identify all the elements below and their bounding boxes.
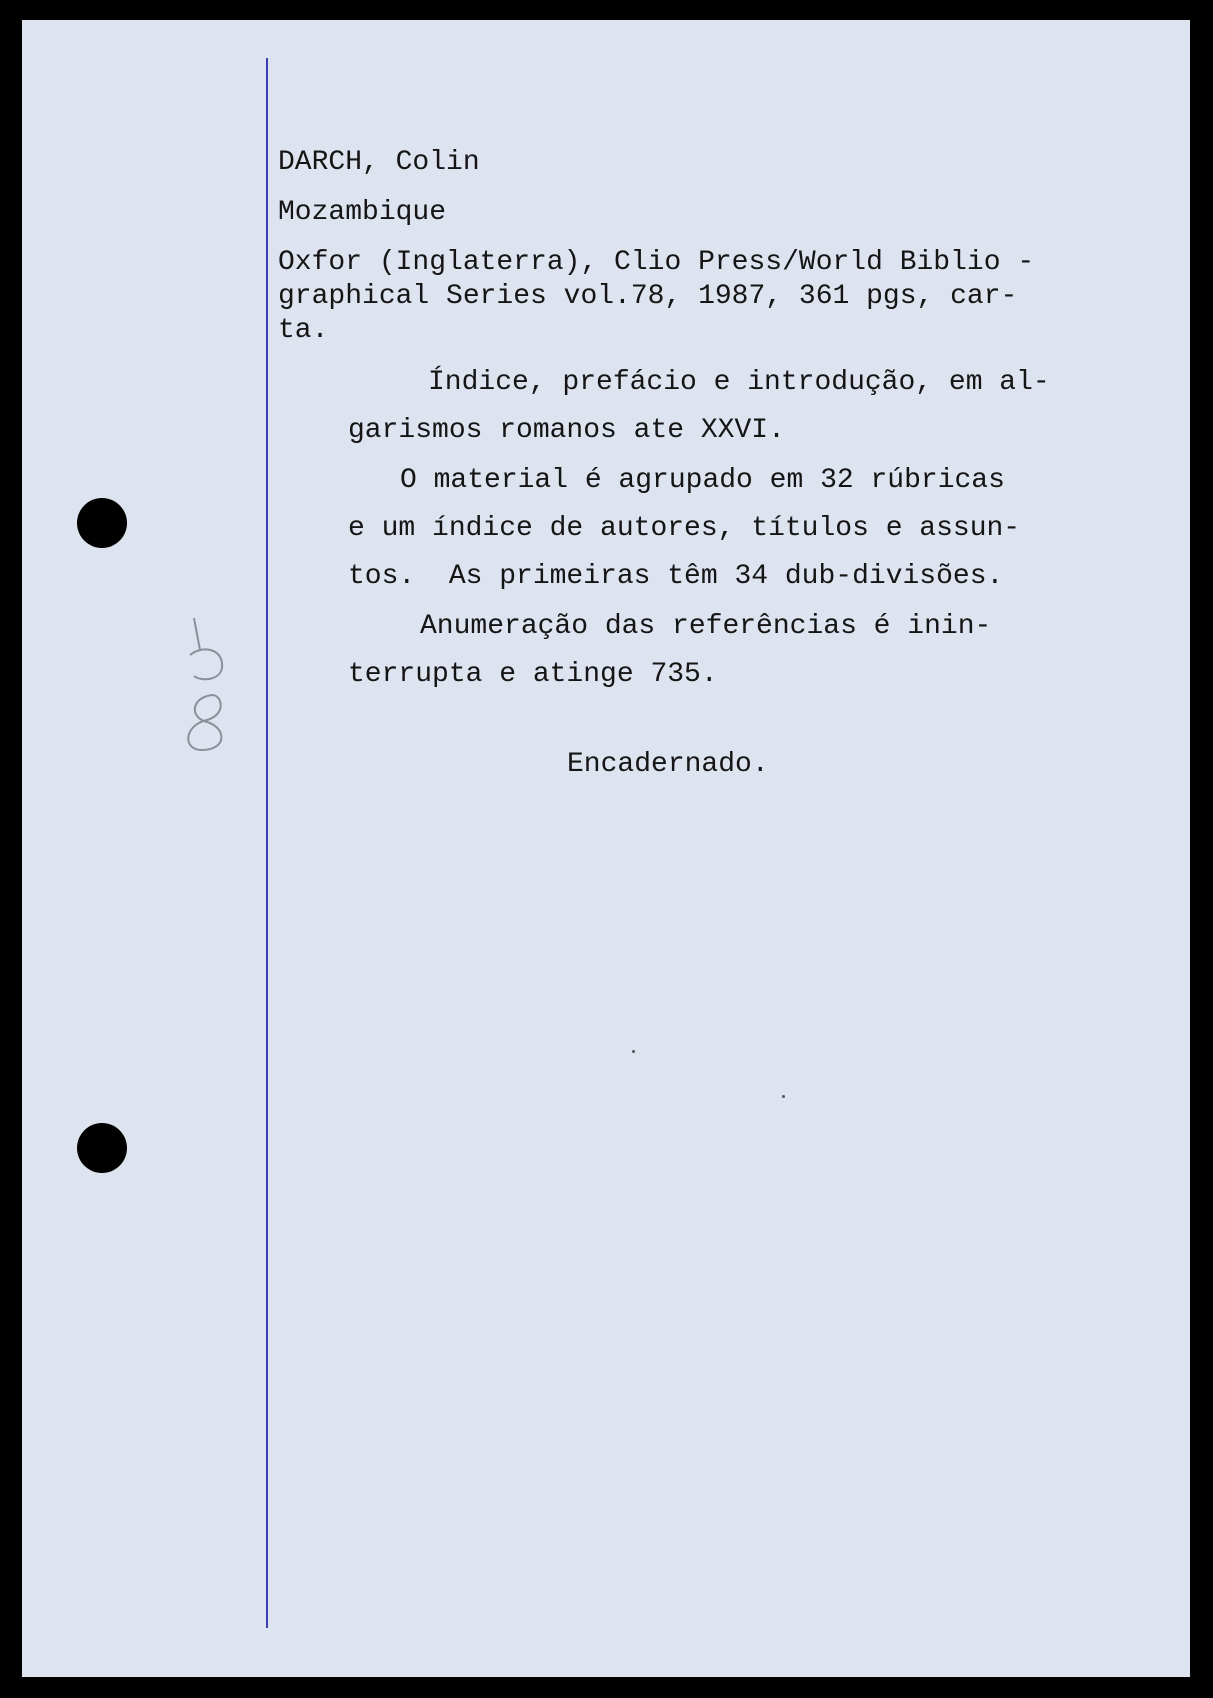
publication-line-1: Oxfor (Inglaterra), Clio Press/World Biblio -: [278, 247, 1035, 278]
paragraph-3-line-1: Anumeração das referências é inin-: [420, 611, 992, 642]
paper-speck: [632, 1050, 635, 1053]
punch-hole-bottom: [77, 1123, 127, 1173]
author-name: DARCH, Colin: [278, 147, 480, 178]
binding-note: Encadernado.: [567, 749, 769, 780]
handwritten-number-58: [172, 610, 242, 760]
paragraph-1-line-1: Índice, prefácio e introdução, em al-: [428, 367, 1050, 398]
publication-line-2: graphical Series vol.78, 1987, 361 pgs, car-: [278, 281, 1018, 312]
paragraph-2-line-3: tos. As primeiras têm 34 dub-divisões.: [348, 561, 1004, 592]
book-title: Mozambique: [278, 197, 447, 228]
publication-line-3: ta.: [278, 315, 329, 346]
paragraph-1-line-2: garismos romanos ate XXVI.: [348, 415, 785, 446]
paragraph-2-line-1: O material é agrupado em 32 rúbricas: [400, 465, 1005, 496]
paragraph-2-line-2: e um índice de autores, títulos e assun-: [348, 513, 1021, 544]
punch-hole-top: [77, 498, 127, 548]
paragraph-3-line-2: terrupta e atinge 735.: [348, 659, 718, 690]
margin-rule: [266, 58, 268, 1628]
index-card: [22, 20, 1190, 1677]
paper-speck: [782, 1095, 785, 1098]
